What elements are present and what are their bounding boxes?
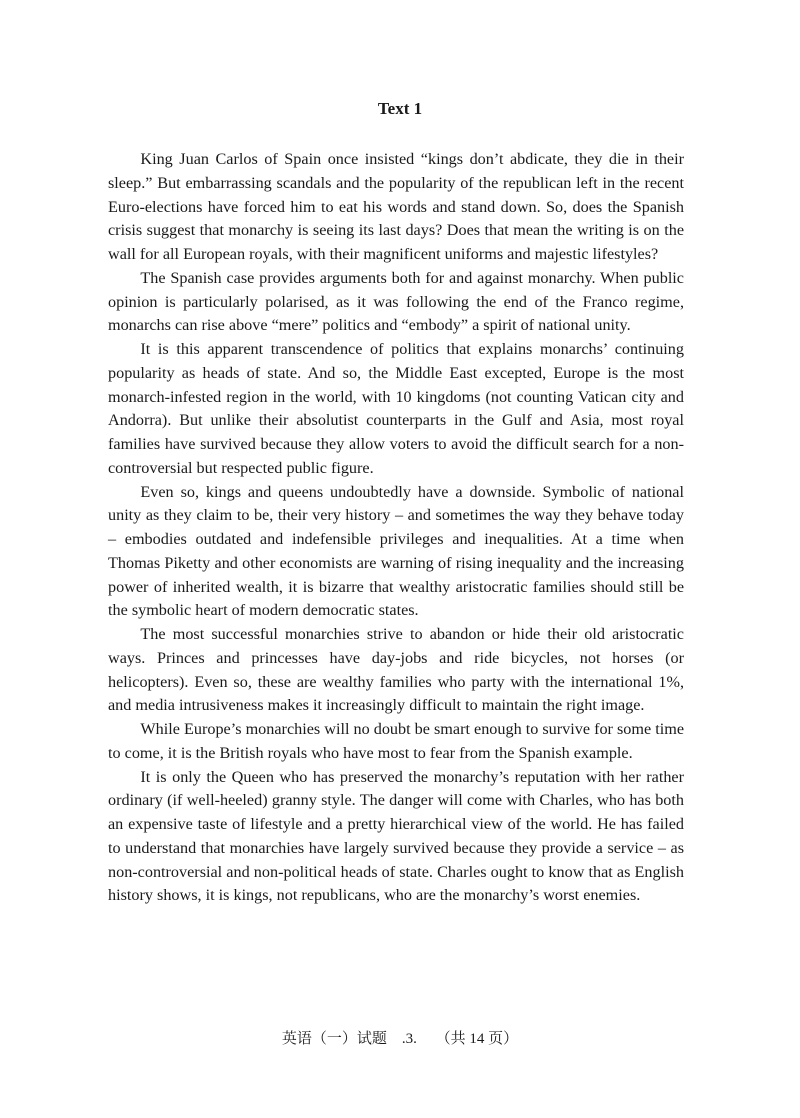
paragraph-6: While Europe’s monarchies will no doubt be smart enough to survive for some time to come, it is the British royals who have most to fear from the Spanish example. — [108, 720, 684, 762]
paragraph-1: King Juan Carlos of Spain once insisted “kings don’t abdicate, they die in their sleep.” But embarrassing scandals and the popularity of the republican left in the recent Euro-elections have forced him to eat his words and stand down. So, does the Spanish crisis suggest that monarchy is seeing its last days? Does that mean the writing is on the wall for all European royals, with their magnificent uniforms and majestic lifestyles? — [108, 150, 684, 263]
paragraph-4: Even so, kings and queens undoubtedly have a downside. Symbolic of national unity as they claim to be, their very history – and sometimes the way they behave today – embodies outdated and indefensible privileges and inequalities. At a time when Thomas Piketty and other economists are warning of rising inequality and the increasing power of inherited wealth, it is bizarre that wealthy aristocratic families should still be the symbolic heart of modern democratic states. — [108, 482, 684, 620]
page-footer: 英语（一）试题 .3. （共 14 页） — [281, 1031, 519, 1047]
text-title: Text 1 — [377, 99, 423, 118]
paragraph-3: It is this apparent transcendence of politics that explains monarchs’ continuing popularity as heads of state. And so, the Middle East excepted, Europe is the most monarch-infested region in the world, with 10 kingdoms (not counting Vatican city and Andorra). But unlike their absolutist counterparts in the Gulf and Asia, most royal families have survived because they allow voters to avoid the difficult search for a non-controversial but respected public figure. — [108, 340, 684, 477]
paragraph-7: It is only the Queen who has preserved the monarchy’s reputation with her rather ordinary (if well-heeled) granny style. The danger will come with Charles, who has both an expensive taste of lifestyle and a pretty hierarchical view of the world. He has failed to understand that monarchies have largely survived because they provide a service – as non-controversial and non-political heads of state. Charles ought to know that as English history shows, it is kings, not republicans, who are the monarchy’s worst enemies. — [108, 767, 684, 905]
paragraph-2: The Spanish case provides arguments both for and against monarchy. When public opinion is particularly polarised, as it was following the end of the Franco regime, monarchs can rise above “mere” politics and “embody” a spirit of national unity. — [108, 268, 684, 335]
paragraph-5: The most successful monarchies strive to abandon or hide their old aristocratic ways. Princes and princesses have day-jobs and ride bicycles, not horses (or helicopters). Even so, these are wealthy families who party with the international 1%, and media intrusiveness makes it increasingly difficult to maintain the right image. — [108, 625, 684, 715]
article-body — [108, 148, 684, 908]
